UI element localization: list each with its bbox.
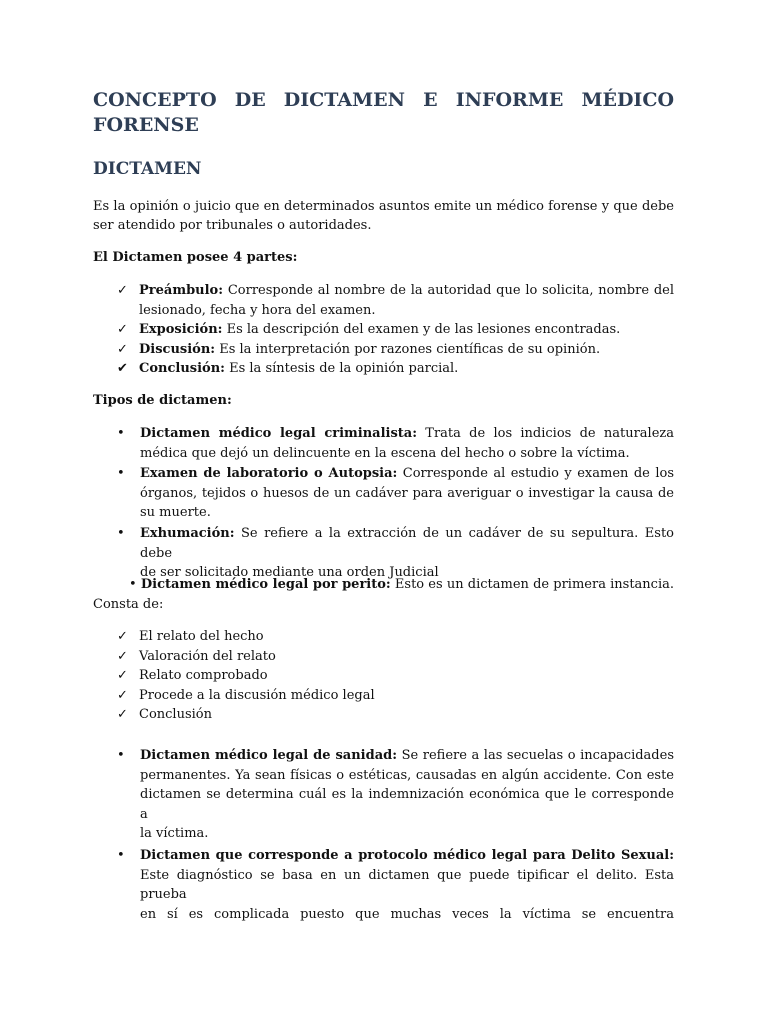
bullet-icon: • (117, 466, 125, 481)
check-icon: ✓ (117, 688, 128, 703)
title-line-1: CONCEPTO DE DICTAMEN E INFORME MÉDICO (93, 89, 674, 111)
check-icon: ✓ (117, 707, 128, 722)
document-title (93, 88, 674, 138)
check-icon: ✓ (117, 629, 128, 644)
intro-line-2: ser atendido por tribunales o autoridades. (93, 218, 372, 233)
types-heading: Tipos de dictamen: (93, 393, 232, 408)
section-heading-dictamen: DICTAMEN (93, 159, 202, 179)
check-icon: ✓ (117, 283, 128, 298)
check-icon: ✓ (117, 342, 128, 357)
bullet-icon: • (117, 526, 125, 541)
intro-line-1: Es la opinión o juicio que en determinados asuntos emite un médico forense y que debe (93, 199, 674, 214)
bullet-icon: • (117, 748, 125, 763)
check-icon: ✓ (117, 668, 128, 683)
parts-heading: El Dictamen posee 4 partes: (93, 250, 298, 265)
check-bold-icon: ✔ (117, 361, 128, 376)
check-icon: ✓ (117, 649, 128, 664)
bullet-icon: • (117, 426, 125, 441)
perito-line-2: Consta de: (93, 597, 164, 612)
bullet-icon: • (117, 848, 125, 863)
perito-line-1: • Dictamen médico legal por perito: Esto es un dictamen de primera instancia. (129, 577, 674, 592)
check-icon: ✓ (117, 322, 128, 337)
title-line-2: FORENSE (93, 114, 199, 136)
